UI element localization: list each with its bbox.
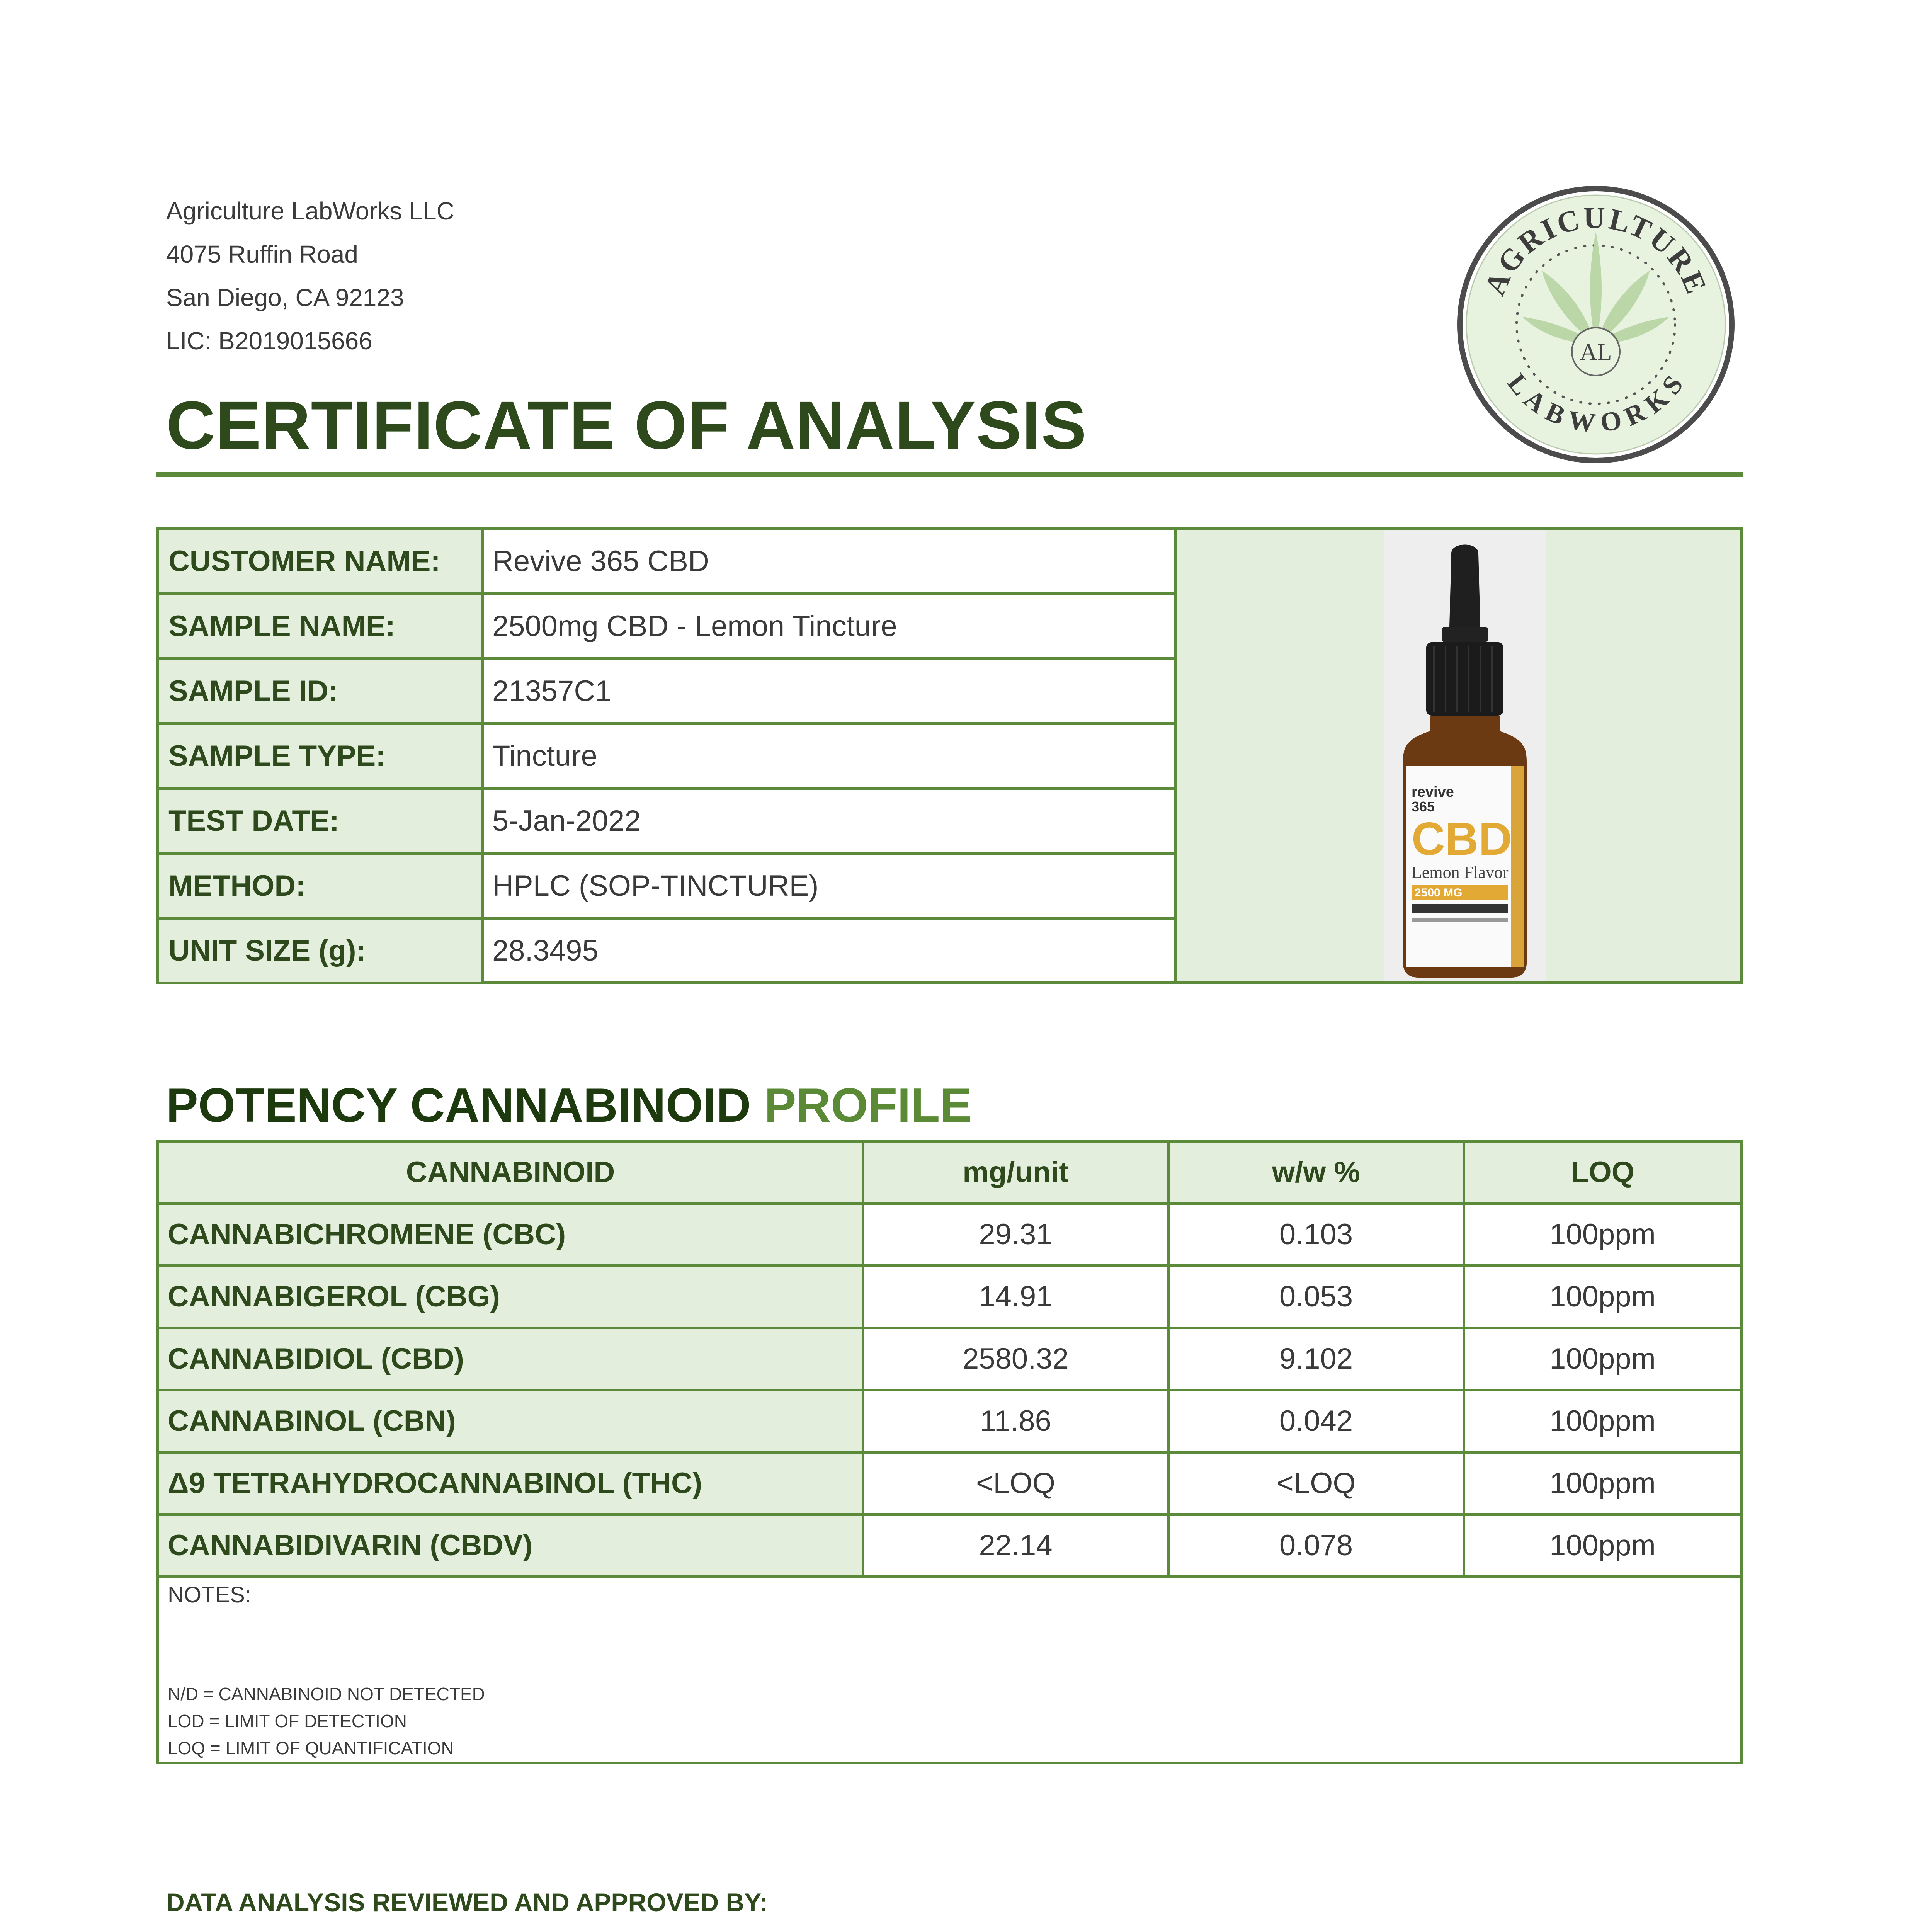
info-row-sample-type (159, 725, 1174, 790)
info-value: 5-Jan-2022 (492, 804, 641, 837)
mg-unit-value: 2580.32 (864, 1329, 1170, 1389)
note-line: LOD = LIMIT OF DETECTION (168, 1711, 407, 1731)
sample-info-table (156, 527, 1743, 984)
cannabinoid-name: CANNABINOL (CBN) (159, 1391, 864, 1451)
table-row (159, 1267, 1740, 1329)
potency-title-dark: POTENCY CANNABINOID (166, 1079, 764, 1132)
cannabinoid-name: CANNABICHROMENE (CBC) (159, 1205, 864, 1264)
cannabinoid-name: CANNABIDIOL (CBD) (159, 1329, 864, 1389)
cannabinoid-name: CANNABIGEROL (CBG) (159, 1267, 864, 1327)
label-strength: 2500 MG (1415, 886, 1463, 899)
info-row-sample-id (159, 660, 1174, 725)
mg-unit-value: 29.31 (864, 1205, 1170, 1264)
info-label: SAMPLE NAME: (159, 595, 484, 657)
info-row-sample-name (159, 595, 1174, 660)
mg-unit-value: 14.91 (864, 1267, 1170, 1327)
table-row (159, 1454, 1740, 1516)
info-label: CUSTOMER NAME: (159, 530, 484, 592)
table-header-row (159, 1143, 1740, 1205)
lab-name: Agriculture LabWorks LLC (166, 197, 454, 225)
notes-section (159, 1578, 1740, 1762)
note-line: LOQ = LIMIT OF QUANTIFICATION (168, 1738, 454, 1758)
info-value: HPLC (SOP-TINCTURE) (492, 869, 819, 902)
ww-value: <LOQ (1170, 1454, 1465, 1513)
product-bottle-image (1384, 530, 1546, 981)
label-product: CBD (1412, 813, 1512, 865)
cannabinoid-name: CANNABIDIVARIN (CBDV) (159, 1516, 864, 1575)
ww-value: 9.102 (1170, 1329, 1465, 1389)
page-title: CERTIFICATE OF ANALYSIS (166, 388, 1087, 463)
label-flavor: Lemon Flavor (1412, 863, 1509, 882)
ww-value: 0.042 (1170, 1391, 1465, 1451)
loq-value: 100ppm (1549, 1342, 1656, 1375)
info-label: UNIT SIZE (g): (159, 920, 484, 982)
lab-city: San Diego, CA 92123 (166, 284, 404, 311)
lab-street: 4075 Ruffin Road (166, 240, 358, 268)
label-brand-bottom: 365 (1412, 799, 1435, 815)
loq-value: 100ppm (1549, 1467, 1656, 1500)
info-row-test-date (159, 790, 1174, 855)
table-row (159, 1205, 1740, 1267)
info-label: TEST DATE: (159, 790, 484, 852)
info-row-method (159, 855, 1174, 920)
info-label: METHOD: (159, 855, 484, 917)
info-row-customer (159, 530, 1174, 595)
ww-value: 0.103 (1170, 1205, 1465, 1264)
info-value: 2500mg CBD - Lemon Tincture (492, 610, 897, 643)
table-row (159, 1391, 1740, 1454)
info-value: 28.3495 (492, 934, 599, 967)
loq-value: 100ppm (1549, 1280, 1656, 1313)
info-value: Revive 365 CBD (492, 545, 709, 578)
mg-unit-value: <LOQ (864, 1454, 1170, 1513)
title-divider (156, 472, 1743, 477)
seal-top-text: AGRICULTURE (1477, 201, 1714, 300)
lab-license: LIC: B2019015666 (166, 327, 372, 355)
potency-title (166, 1078, 972, 1133)
note-line: N/D = CANNABINOID NOT DETECTED (168, 1684, 485, 1704)
product-photo-cell (1174, 530, 1740, 981)
info-value: Tincture (492, 740, 597, 772)
ww-value: 0.053 (1170, 1267, 1465, 1327)
info-label: SAMPLE TYPE: (159, 725, 484, 787)
table-row (159, 1516, 1740, 1578)
info-row-unit-size (159, 920, 1174, 982)
loq-value: 100ppm (1549, 1405, 1656, 1437)
approval-heading: DATA ANALYSIS REVIEWED AND APPROVED BY: (166, 1888, 768, 1917)
notes-legend (168, 1680, 485, 1762)
cannabinoid-name: Δ9 TETRAHYDROCANNABINOL (THC) (159, 1454, 864, 1513)
lab-seal-logo (1453, 182, 1739, 468)
potency-title-green: PROFILE (764, 1079, 972, 1132)
ww-value: 0.078 (1170, 1516, 1465, 1575)
notes-title: NOTES: (168, 1582, 251, 1607)
lab-address (166, 189, 454, 362)
mg-unit-value: 22.14 (864, 1516, 1170, 1575)
header-ww-percent: w/w % (1170, 1143, 1465, 1202)
label-brand-top: revive (1412, 784, 1454, 800)
seal-monogram: AL (1580, 339, 1612, 366)
mg-unit-value: 11.86 (864, 1391, 1170, 1451)
header-cannabinoid: CANNABINOID (159, 1143, 864, 1202)
table-row (159, 1329, 1740, 1391)
header-mg-unit: mg/unit (864, 1143, 1170, 1202)
loq-value: 100ppm (1549, 1218, 1656, 1251)
info-label: SAMPLE ID: (159, 660, 484, 722)
header-loq: LOQ (1465, 1143, 1740, 1202)
potency-table (156, 1140, 1743, 1764)
info-value: 21357C1 (492, 675, 612, 707)
loq-value: 100ppm (1549, 1529, 1656, 1562)
seal-bottom-text: LABWORKS (1501, 368, 1690, 439)
